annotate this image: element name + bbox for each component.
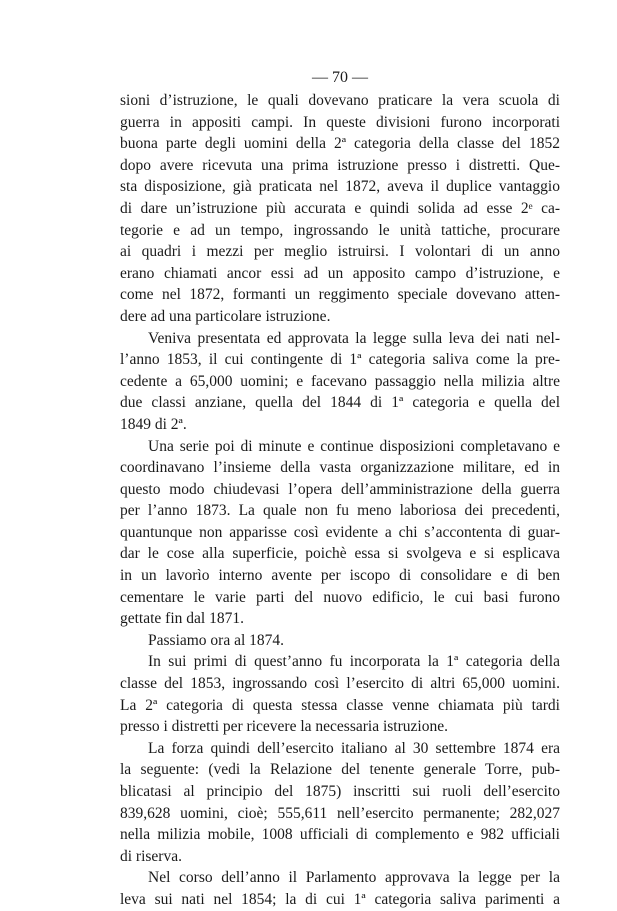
text-line: guerra in appositi campi. In queste divisioni furono incorporati bbox=[120, 113, 560, 131]
text-line: la seguente: (vedi la Relazione del tenente generale Torre, pub- bbox=[120, 761, 560, 779]
text-line: 1849 di 2ª. bbox=[120, 415, 187, 433]
text-line: sioni d’istruzione, le quali dovevano praticare la vera scuola di bbox=[120, 92, 560, 109]
text-line: In sui primi di quest’anno fu incorporata la 1ª categoria della bbox=[148, 653, 560, 671]
text-line: nella milizia mobile, 1008 ufficiali di complemento e 982 ufficiali bbox=[120, 826, 560, 844]
text-line: quantunque non apparisse così evidente a chi s’accontenta di guar- bbox=[120, 523, 560, 541]
text-line: Veniva presentata ed approvata la legge sulla leva dei nati nel- bbox=[148, 329, 560, 347]
text-line: come nel 1872, formanti un reggimento speciale dovevano atten- bbox=[120, 286, 560, 304]
text-line: buona parte degli uomini della 2ª categoria della classe del 1852 bbox=[120, 135, 560, 153]
paragraph bbox=[120, 328, 560, 436]
text-line: l’anno 1853, il cui contingente di 1ª categoria saliva come la pre- bbox=[120, 351, 560, 369]
text-line: blicatasi al principio del 1875) inscritti sui ruoli dell’esercito bbox=[120, 783, 560, 800]
text-line: erano chiamati ancor essi ad un apposito campo d’istruzione, e bbox=[120, 264, 560, 282]
paragraph bbox=[120, 90, 560, 328]
text-line: questo modo chiudevasi l’opera dell’amministrazione della guerra bbox=[120, 480, 560, 498]
text-line: coordinavano l’insieme della vasta organizzazione militare, ed in bbox=[120, 459, 560, 477]
text-line: La 2ª categoria di questa stessa classe venne chiamata più tardi bbox=[120, 696, 560, 714]
text-line: in un lavorìo interno avente per iscopo di consolidare e di ben bbox=[120, 567, 560, 585]
paragraph bbox=[120, 630, 560, 652]
text-line: dopo avere ricevuta una prima istruzione presso i distretti. Que- bbox=[120, 156, 560, 174]
text-line: classe del 1853, ingrossando così l’esercito di altri 65,000 uomini. bbox=[120, 675, 560, 693]
text-body bbox=[120, 90, 560, 911]
text-line: cedente a 65,000 uomini; e facevano passaggio nella milizia altre bbox=[120, 372, 560, 390]
text-line: La forza quindi dell’esercito italiano al 30 settembre 1874 era bbox=[148, 739, 560, 757]
paragraph bbox=[120, 867, 560, 910]
text-line: per l’anno 1873. La quale non fu meno laboriosa dei precedenti, bbox=[120, 502, 560, 520]
text-line: gettate fin dal 1871. bbox=[120, 610, 244, 628]
text-line: due classi anziane, quella del 1844 di 1ª categoria e quella del bbox=[120, 394, 560, 412]
text-line: sta disposizione, già praticata nel 1872, aveva il duplice vantaggio bbox=[120, 178, 560, 196]
text-line: dar le cose alla superficie, poichè essa si svolgeva e si esplicava bbox=[120, 545, 560, 563]
text-line: Una serie poi di minute e continue disposizioni completavano e bbox=[148, 437, 560, 455]
text-line: Passiamo ora al 1874. bbox=[148, 631, 285, 649]
text-line: dere ad una particolare istruzione. bbox=[120, 307, 331, 325]
document-page bbox=[120, 68, 560, 911]
text-line: leva sui nati nel 1854; la di cui 1ª categoria saliva parimenti a bbox=[120, 890, 560, 908]
paragraph bbox=[120, 651, 560, 737]
text-line: tegorie e ad un tempo, ingrossando le unità tattiche, procurare bbox=[120, 221, 560, 239]
text-line: ai quadri i mezzi per meglio istruirsi. I volontari di un anno bbox=[120, 243, 560, 261]
text-line: Nel corso dell’anno il Parlamento approvava la legge per la bbox=[148, 869, 560, 887]
text-line: cementare le varie parti del nuovo edificio, le cui basi furono bbox=[120, 588, 560, 606]
paragraph bbox=[120, 436, 560, 630]
paragraph bbox=[120, 738, 560, 868]
text-line: di dare un’istruzione più accurata e quindi solida ad esse 2ᵉ ca- bbox=[120, 199, 560, 217]
page-number: — 70 — bbox=[312, 69, 368, 86]
text-line: presso i distretti per ricevere la necessaria istruzione. bbox=[120, 718, 448, 736]
text-line: di riserva. bbox=[120, 847, 182, 865]
text-line: 839,628 uomini, cioè; 555,611 nell’esercito permanente; 282,027 bbox=[120, 804, 560, 822]
